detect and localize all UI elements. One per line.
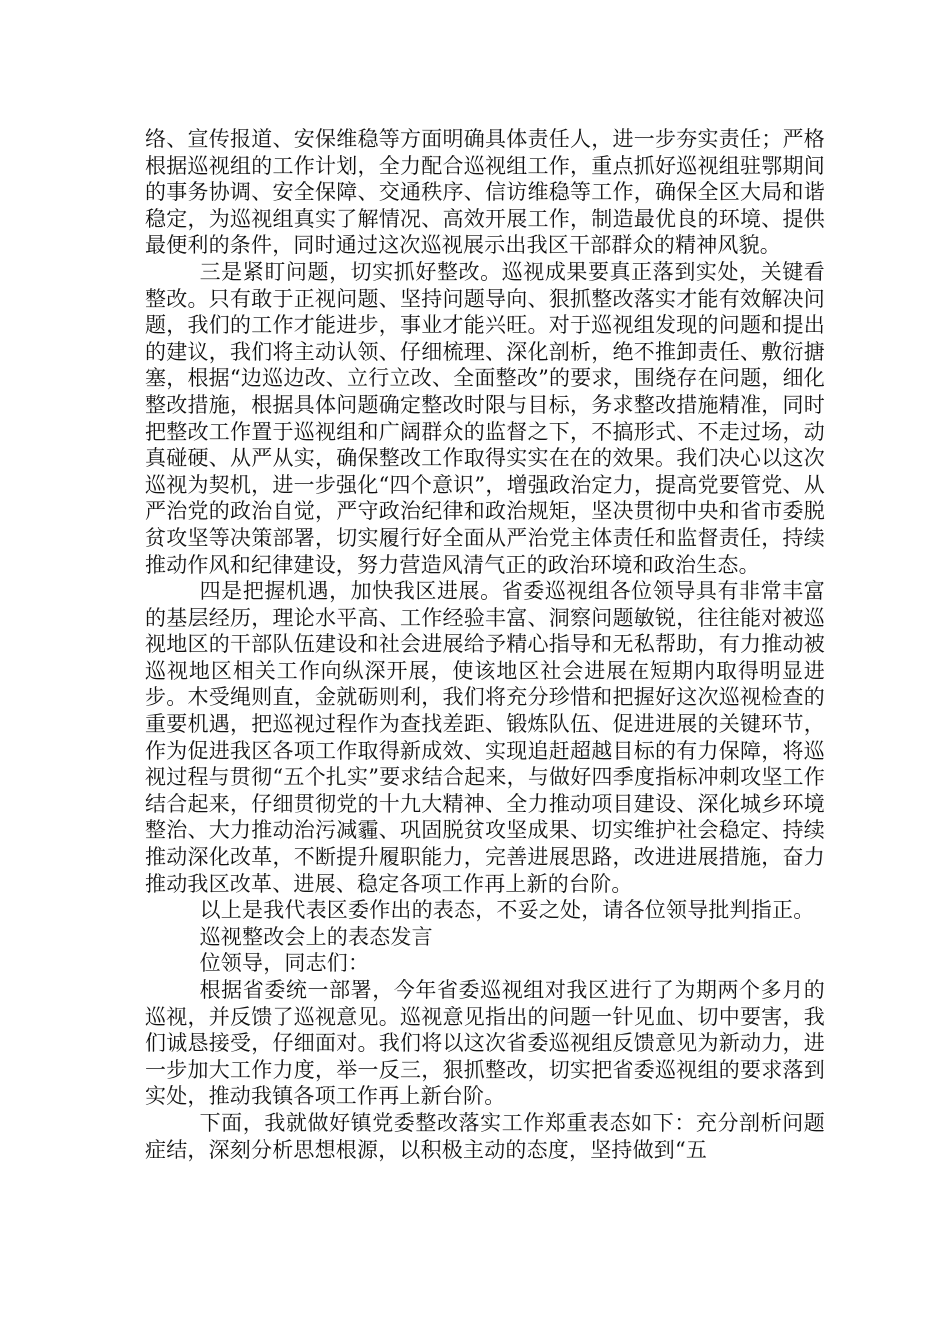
paragraph-3: 四是把握机遇，加快我区进展。省委巡视组各位领导具有非常丰富的基层经历，理论水平高、工作经验丰富、洞察问题敏锐，往往能对被巡视地区的干部队伍建设和社会进展给予精心指导和无私帮助，有力推动被巡视地区相关工作向纵深开展，使该地区社会进展在短期内取得明显进步。木受绳则直，金就砺则利，我们将充分珍惜和把握好这次巡视检查的重要机遇，把巡视过程作为查找差距、锻炼队伍、促进进展的关键环节，作为促进我区各项工作取得新成效、实现追赶超越目标的有力保障，将巡视过程与贯彻“五个扎实”要求结合起来，与做好四季度指标冲刺攻坚工作结合起来，仔细贯彻党的十九大精神、全力推动项目建设、深化城乡环境整治、大力推动治污减霾、巩固脱贫攻坚成果、切实维护社会稳定、持续推动深化改革，不断提升履职能力，完善进展思路，改进进展措施，奋力推动我区改革、进展、稳定各项工作再上新的台阶。 bbox=[145, 579, 825, 896]
salutation: 位领导，同志们： bbox=[199, 951, 370, 976]
paragraph-5: 根据省委统一部署，今年省委巡视组对我区进行了为期两个多月的巡视，并反馈了巡视意见。巡视意见指出的问题一针见血、切中要害，我们诚恳接受，仔细面对。我们将以这次省委巡视组反馈意见为新动力，进一步加大工作力度，举一反三，狠抓整改，切实把省委巡视组的要求落到实处，推动我镇各项工作再上新台阶。 bbox=[145, 978, 825, 1109]
document-body bbox=[145, 126, 825, 1163]
paragraph-4: 以上是我代表区委作出的表态，不妥之处，请各位领导批判指正。 bbox=[199, 898, 815, 923]
paragraph-1: 络、宣传报道、安保维稳等方面明确具体责任人，进一步夯实责任；严格根据巡视组的工作计划，全力配合巡视组工作，重点抓好巡视组驻鄂期间的事务协调、安全保障、交通秩序、信访维稳等工作，确保全区大局和谐稳定，为巡视组真实了解情况、高效开展工作，制造最优良的环境、提供最便利的条件，同时通过这次巡视展示出我区干部群众的精神风貌。 bbox=[145, 127, 825, 258]
paragraph-6: 下面，我就做好镇党委整改落实工作郑重表态如下：充分剖析问题症结，深刻分析思想根源，以积极主动的态度，坚持做到“五 bbox=[145, 1110, 825, 1162]
section-title: 巡视整改会上的表态发言 bbox=[199, 924, 433, 949]
paragraph-2: 三是紧盯问题，切实抓好整改。巡视成果要真正落到实处，关键看整改。只有敢于正视问题、坚持问题导向、狠抓整改落实才能有效解决问题，我们的工作才能进步，事业才能兴旺。对于巡视组发现的问题和提出的建议，我们将主动认领、仔细梳理、深化剖析，绝不推卸责任、敷衍搪塞，根据“边巡边改、立行立改、全面整改”的要求，围绕存在问题，细化整改措施，根据具体问题确定整改时限与目标，务求整改措施精准，同时把整改工作置于巡视组和广阔群众的监督之下，不搞形式、不走过场，动真碰硬、从严从实，确保整改工作取得实实在在的效果。我们决心以这次巡视为契机，进一步强化“四个意识”，增强政治定力，提高党要管党、从严治党的政治自觉，严守政治纪律和政治规矩，坚决贯彻中央和省市委脱贫攻坚等决策部署，切实履行好全面从严治党主体责任和监督责任，持续推动作风和纪律建设，努力营造风清气正的政治环境和政治生态。 bbox=[145, 259, 825, 577]
